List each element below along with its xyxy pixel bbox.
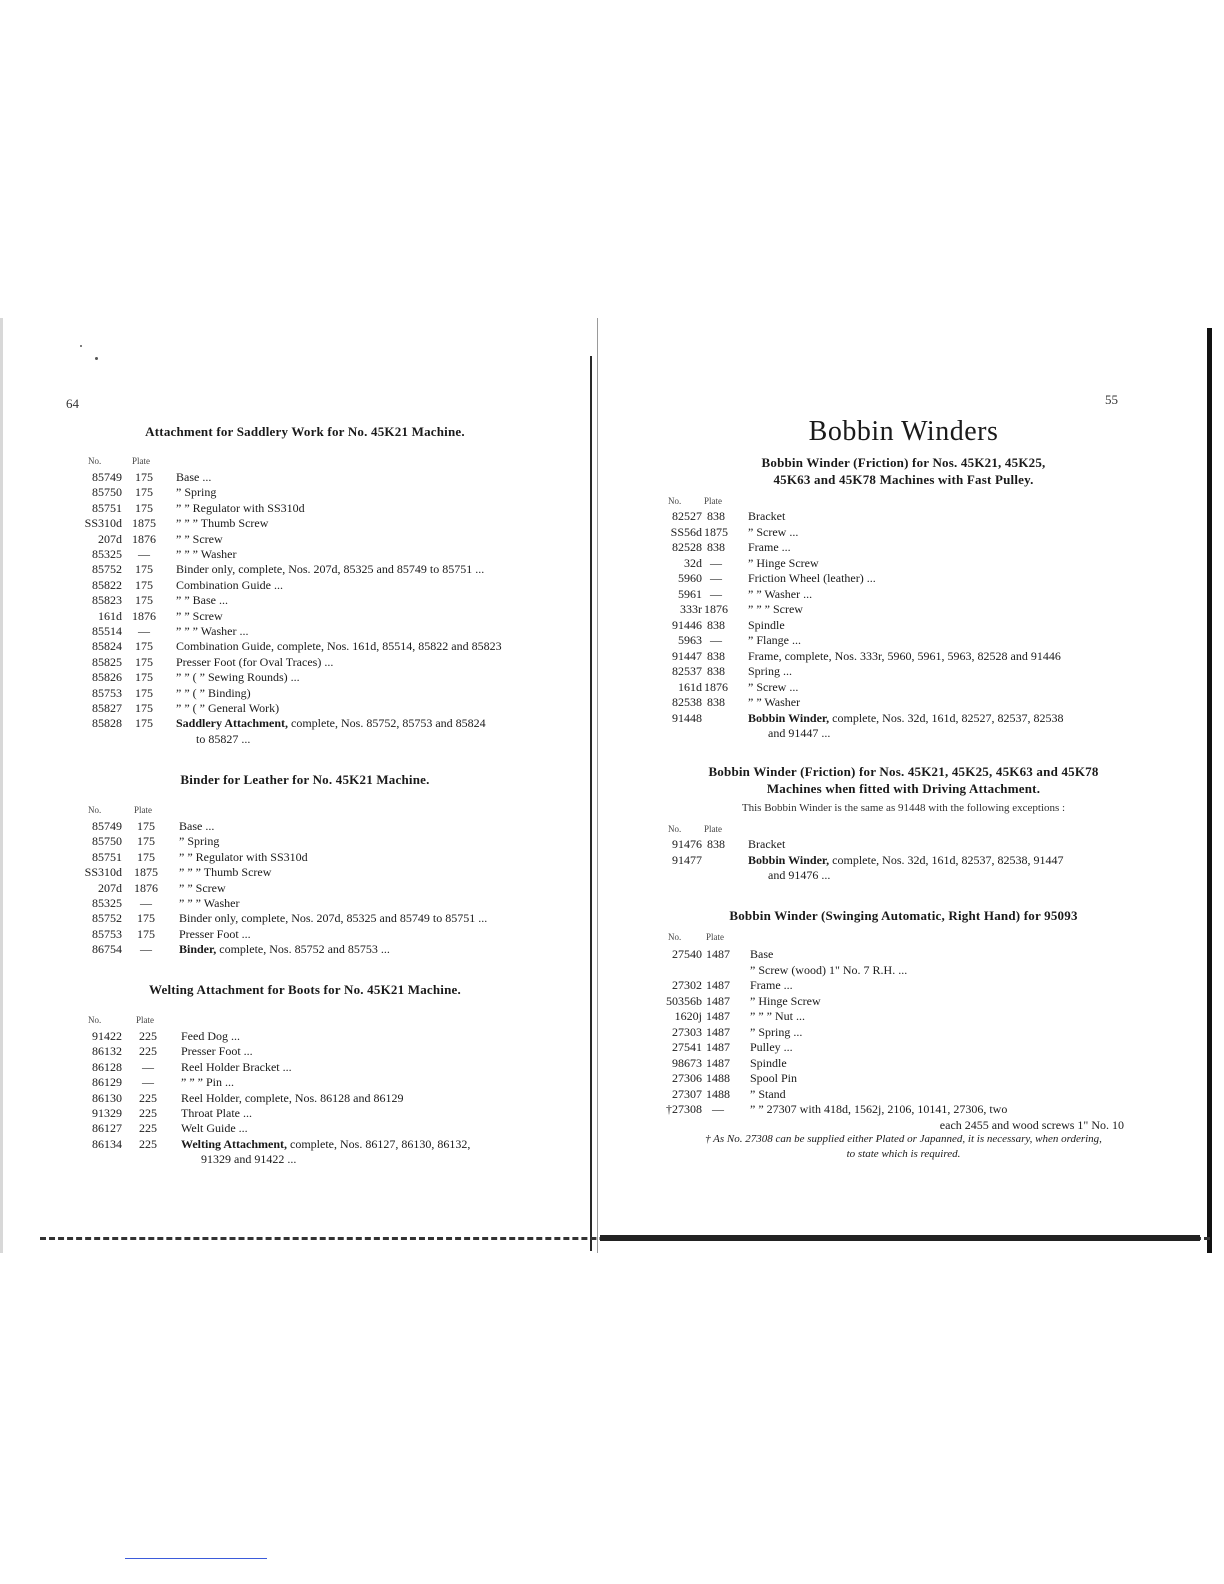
part-number: 86754: [92, 942, 122, 957]
parts-row: [70, 881, 550, 896]
plate-number: 838: [707, 837, 725, 851]
parts-row: [70, 896, 550, 911]
plate-number: 1488: [706, 1086, 730, 1101]
part-description: Spindle: [750, 1055, 787, 1070]
page-number-left: 64: [66, 396, 79, 411]
part-number: 207d: [98, 880, 122, 895]
right-page-edge: [1207, 328, 1212, 1253]
parts-row: [650, 618, 1122, 633]
parts-row: [650, 853, 1122, 868]
parts-row: [70, 532, 550, 547]
parts-row: [650, 947, 1124, 962]
part-number: 32d: [684, 555, 702, 570]
part-description-continued: and 91447 ...: [768, 726, 831, 740]
part-number: 82537: [672, 664, 702, 678]
part-number: 86128: [92, 1059, 122, 1074]
parts-row: [650, 540, 1122, 555]
column-header-no: No.: [668, 932, 682, 942]
right-page: [600, 318, 1207, 1253]
part-number: 85753: [92, 926, 122, 941]
section-intro: This Bobbin Winder is the same as 91448 with the following exceptions :: [741, 802, 1066, 814]
part-number: 85514: [92, 624, 122, 638]
column-header-no: No.: [668, 824, 682, 834]
plate-number: —: [138, 547, 150, 561]
part-description: ” ” ” Thumb Screw: [176, 516, 269, 531]
part-description: ” ” ( ” Sewing Rounds) ...: [176, 670, 300, 685]
plate-number: 1487: [706, 978, 730, 992]
part-number: 161d: [98, 608, 122, 623]
part-description: Binder only, complete, Nos. 207d, 85325 and 85749 to 85751 ...: [179, 911, 488, 926]
part-description: ” ” Screw: [179, 880, 226, 895]
parts-row: [650, 837, 1122, 852]
part-description: ” ” ” Nut ...: [750, 1009, 805, 1023]
section-title: Attachment for Saddlery Work for No. 45K21 Machine.: [145, 424, 465, 439]
part-description: Presser Foot ...: [179, 926, 251, 941]
part-number: 85825: [92, 654, 122, 669]
part-number: 91446: [672, 617, 702, 632]
plate-number: 175: [135, 654, 153, 669]
part-number: 27302: [672, 978, 702, 992]
part-number: 91329: [92, 1106, 122, 1120]
plate-number: 838: [707, 648, 725, 663]
section-title: 45K63 and 45K78 Machines with Fast Pulley.: [773, 472, 1034, 487]
part-number: 85749: [92, 470, 122, 484]
column-header-plate: Plate: [134, 805, 152, 815]
parts-row: [70, 911, 550, 926]
part-number: 86130: [92, 1090, 122, 1105]
part-description: Binder, complete, Nos. 85752 and 85753 ...: [179, 942, 390, 957]
part-description: ” Spring: [179, 834, 220, 849]
parts-row: [650, 1102, 1124, 1117]
book-gutter: [590, 356, 592, 1251]
parts-row: [70, 670, 550, 685]
part-number: 91476: [672, 837, 702, 851]
parts-row: [650, 994, 1124, 1009]
part-number: 86129: [92, 1075, 122, 1090]
part-description-continued: each 2455 and wood screws 1" No. 10: [939, 1117, 1124, 1132]
part-number: 85828: [92, 716, 122, 731]
part-number: 5961: [678, 586, 702, 601]
part-description: ” Screw ...: [748, 524, 799, 539]
part-number: 85827: [92, 701, 122, 715]
parts-row: [70, 562, 550, 577]
parts-row: [70, 593, 550, 608]
parts-row: [650, 587, 1122, 602]
plate-number: 225: [139, 1044, 157, 1059]
section-title: Bobbin Winder (Friction) for Nos. 45K21, 45K25,: [761, 455, 1046, 470]
part-description: ” Stand: [750, 1086, 786, 1101]
column-header-no: No.: [88, 805, 102, 815]
part-description: Bracket: [748, 509, 786, 523]
page-number-right: 55: [1105, 392, 1118, 407]
parts-row: [70, 1044, 550, 1059]
part-number: 5960: [678, 571, 702, 585]
part-description-bold: Bobbin Winder,: [748, 852, 830, 867]
part-description: Welting Attachment, complete, Nos. 86127, 86130, 86132,: [181, 1136, 471, 1151]
part-number: †27308: [666, 1102, 702, 1116]
plate-number: —: [142, 1059, 154, 1074]
part-number: 85751: [92, 849, 122, 864]
part-number: 85826: [92, 670, 122, 685]
plate-number: 1876: [704, 602, 728, 616]
part-number: 85751: [92, 500, 122, 515]
parts-row: [70, 686, 550, 701]
parts-row: [70, 1029, 550, 1044]
part-description: ” ” Screw: [176, 531, 223, 546]
section-title: Binder for Leather for No. 45K21 Machine.: [180, 772, 430, 787]
parts-row: [650, 556, 1122, 571]
part-description: ” Screw (wood) 1" No. 7 R.H. ...: [750, 962, 908, 977]
plate-number: 1487: [706, 993, 730, 1008]
part-number: 82527: [672, 509, 702, 523]
part-number: 86127: [92, 1121, 122, 1136]
parts-row: [70, 716, 550, 731]
plate-number: 175: [137, 849, 155, 864]
part-description: ” Hinge Screw: [750, 993, 821, 1008]
parts-row: [70, 609, 550, 624]
parts-row: [650, 664, 1122, 679]
part-number: SS310d: [84, 865, 122, 880]
part-description: Throat Plate ...: [181, 1106, 252, 1120]
part-number: 5963: [678, 633, 702, 647]
part-number: 85749: [92, 819, 122, 833]
book-gutter-shadow: [597, 318, 598, 1253]
book-spread: [0, 318, 1224, 1253]
part-number: 161d: [678, 679, 702, 694]
part-number: 85753: [92, 685, 122, 700]
part-description: ” ” ” Screw: [748, 602, 803, 616]
plate-number: 225: [139, 1121, 157, 1136]
parts-row: [70, 547, 550, 562]
part-number: 91447: [672, 648, 702, 663]
part-description-continued: and 91476 ...: [768, 868, 831, 882]
parts-row: [650, 509, 1122, 524]
part-number: 85750: [92, 485, 122, 500]
plate-number: —: [140, 942, 152, 957]
plate-number: —: [138, 624, 150, 638]
parts-row: [650, 1071, 1124, 1086]
plate-number: —: [712, 1102, 724, 1116]
part-number: 85823: [92, 593, 122, 608]
part-description: Base ...: [179, 819, 215, 833]
parts-row: [650, 633, 1122, 648]
part-description: ” ” Washer ...: [748, 586, 813, 601]
part-number: 91422: [92, 1029, 122, 1043]
plate-number: 175: [135, 670, 153, 685]
parts-row: [70, 1106, 550, 1121]
part-description: Frame ...: [748, 540, 791, 554]
part-description-bold: Binder,: [179, 942, 217, 957]
plate-number: 225: [139, 1136, 157, 1151]
plate-number: 1875: [704, 524, 728, 539]
part-description: Base ...: [176, 470, 212, 484]
parts-row: [70, 639, 550, 654]
part-description-bold: Saddlery Attachment,: [176, 716, 288, 731]
part-description: Bobbin Winder, complete, Nos. 32d, 161d, 82527, 82537, 82538: [748, 710, 1064, 725]
plate-number: 175: [137, 834, 155, 849]
plate-number: —: [710, 633, 722, 647]
column-header-no: No.: [88, 456, 102, 466]
plate-number: 175: [135, 500, 153, 515]
part-number: 27307: [672, 1086, 702, 1101]
part-description: ” ” ” Washer: [176, 547, 237, 561]
plate-number: 1876: [132, 608, 156, 623]
footnote: to state which is required.: [846, 1148, 961, 1160]
parts-row: [70, 501, 550, 516]
part-description: ” ” 27307 with 418d, 1562j, 2106, 10141, 27306, two: [750, 1102, 1008, 1116]
plate-number: 175: [135, 716, 153, 731]
plate-number: —: [142, 1075, 154, 1090]
plate-number: 1875: [134, 865, 158, 880]
part-description: Binder only, complete, Nos. 207d, 85325 and 85749 to 85751 ...: [176, 562, 485, 577]
part-description: Spool Pin: [750, 1071, 798, 1085]
parts-row: [70, 578, 550, 593]
parts-row: [650, 1087, 1124, 1102]
part-number: 333r: [680, 602, 702, 616]
part-description: ” ” ” Thumb Screw: [179, 865, 272, 880]
plate-number: —: [710, 555, 722, 570]
plate-number: 175: [135, 639, 153, 654]
part-description: ” Flange ...: [748, 633, 801, 647]
plate-number: 175: [135, 593, 153, 608]
footnote: † As No. 27308 can be supplied either Plated or Japanned, it is necessary, when ordering,: [705, 1133, 1102, 1145]
part-description: ” Spring: [176, 485, 217, 500]
part-description: Spring ...: [748, 664, 793, 678]
part-description: ” Hinge Screw: [748, 555, 819, 570]
parts-row: [650, 978, 1124, 993]
plate-number: 838: [707, 695, 725, 709]
part-description: Frame, complete, Nos. 333r, 5960, 5961, 5963, 82528 and 91446: [748, 648, 1061, 663]
part-description: Spindle: [748, 617, 785, 632]
plate-number: 175: [137, 926, 155, 941]
part-description: Feed Dog ...: [181, 1029, 240, 1043]
part-description: Combination Guide ...: [176, 577, 283, 592]
parts-row: [650, 695, 1122, 710]
plate-number: 225: [139, 1106, 157, 1120]
parts-row: [650, 711, 1122, 726]
parts-row: [70, 470, 550, 485]
plate-number: 838: [707, 664, 725, 678]
plate-number: —: [710, 586, 722, 601]
part-number: 85325: [92, 547, 122, 561]
plate-number: 838: [707, 540, 725, 554]
part-number: 85750: [92, 834, 122, 849]
section-title: Bobbin Winder (Swinging Automatic, Right Hand) for 95093: [729, 908, 1078, 923]
column-header-plate: Plate: [132, 456, 150, 466]
parts-row: [650, 1056, 1124, 1071]
scan-speck: [80, 345, 82, 347]
part-number: SS56d: [670, 524, 702, 539]
parts-row: [650, 571, 1122, 586]
column-header-plate: Plate: [136, 1015, 154, 1025]
part-number: 27306: [672, 1071, 702, 1085]
plate-number: 175: [135, 701, 153, 715]
part-description: ” ” Base ...: [176, 593, 228, 608]
part-number: SS310d: [84, 516, 122, 531]
parts-row: [70, 485, 550, 500]
parts-row: [70, 834, 550, 849]
part-number: 86132: [92, 1044, 122, 1059]
plate-number: 175: [135, 562, 153, 577]
part-description: Frame ...: [750, 978, 793, 992]
part-description-bold: Bobbin Winder,: [748, 710, 830, 725]
part-number: 27303: [672, 1024, 702, 1039]
scan-speck: [95, 357, 98, 360]
parts-row: [70, 819, 550, 834]
parts-row: [70, 942, 550, 957]
part-number: 85824: [92, 639, 122, 654]
plate-number: 1487: [706, 1055, 730, 1070]
parts-row: [70, 1137, 550, 1152]
plate-number: 1487: [706, 1009, 730, 1023]
plate-number: 1876: [134, 880, 158, 895]
section-title: Bobbin Winder (Friction) for Nos. 45K21, 45K25, 45K63 and 45K78: [708, 764, 1099, 779]
part-description: Reel Holder Bracket ...: [181, 1059, 292, 1074]
part-description: Combination Guide, complete, Nos. 161d, 85514, 85822 and 85823: [176, 639, 502, 654]
part-number: 91448: [672, 710, 702, 725]
part-number: 85325: [92, 896, 122, 910]
part-description: Pulley ...: [750, 1040, 793, 1054]
parts-row: [650, 649, 1122, 664]
part-number: 82538: [672, 695, 702, 709]
parts-row: [650, 525, 1122, 540]
plate-number: 175: [137, 911, 155, 926]
plate-number: 1876: [704, 679, 728, 694]
part-description-continued: to 85827 ...: [196, 731, 251, 746]
link-underline[interactable]: [125, 1558, 267, 1559]
part-number: 85752: [92, 562, 122, 577]
part-description-continued: 91329 and 91422 ...: [201, 1152, 297, 1167]
parts-row: [70, 1121, 550, 1136]
part-description: ” ” Screw: [176, 608, 223, 623]
parts-row: [70, 655, 550, 670]
part-description: Bracket: [748, 837, 786, 851]
plate-number: 838: [707, 617, 725, 632]
parts-row: [70, 865, 550, 880]
part-number: 86134: [92, 1136, 122, 1151]
page-title-bobbin-winders: Bobbin Winders: [808, 416, 999, 447]
part-number: 85822: [92, 577, 122, 592]
part-number: 82528: [672, 540, 702, 554]
plate-number: 225: [139, 1029, 157, 1043]
plate-number: 175: [135, 685, 153, 700]
section-title: Machines when fitted with Driving Attachment.: [766, 781, 1041, 796]
part-description: ” ” ” Pin ...: [181, 1075, 234, 1090]
plate-number: —: [710, 571, 722, 585]
part-description: ” Spring ...: [750, 1024, 803, 1039]
column-header-no: No.: [668, 496, 682, 506]
parts-row: [70, 516, 550, 531]
column-header-plate: Plate: [704, 824, 722, 834]
plate-number: 1487: [706, 1040, 730, 1054]
parts-row: [650, 602, 1122, 617]
part-description: Presser Foot (for Oval Traces) ...: [176, 654, 334, 669]
part-description: Presser Foot ...: [181, 1044, 253, 1059]
parts-row: [70, 1075, 550, 1090]
part-description: ” ” ” Washer: [179, 896, 240, 910]
part-description: ” ” Washer: [748, 695, 801, 709]
parts-row: [70, 850, 550, 865]
plate-number: 225: [139, 1090, 157, 1105]
part-description: Welt Guide ...: [181, 1121, 248, 1136]
parts-row: [650, 963, 1124, 978]
parts-row: [70, 927, 550, 942]
plate-number: 1488: [706, 1071, 730, 1085]
part-description: Reel Holder, complete, Nos. 86128 and 86129: [181, 1090, 404, 1105]
part-description: ” ” ” Washer ...: [176, 624, 249, 638]
part-number: 85752: [92, 911, 122, 926]
parts-row: [70, 624, 550, 639]
plate-number: 175: [135, 577, 153, 592]
plate-number: —: [140, 896, 152, 910]
part-number: 1620j: [674, 1009, 702, 1023]
parts-row: [70, 1060, 550, 1075]
part-description: ” ” ( ” General Work): [176, 701, 280, 715]
part-number: 27540: [672, 947, 702, 961]
part-number: 27541: [672, 1040, 702, 1054]
parts-row: [650, 680, 1122, 695]
parts-row: [650, 1009, 1124, 1024]
part-number: 50356b: [666, 993, 702, 1008]
plate-number: 1875: [132, 516, 156, 531]
part-description: Base: [750, 947, 774, 961]
part-description: Friction Wheel (leather) ...: [748, 571, 876, 585]
column-header-no: No.: [88, 1015, 102, 1025]
part-number: 98673: [672, 1055, 702, 1070]
plate-number: 175: [135, 470, 153, 484]
part-description: ” Screw ...: [748, 679, 799, 694]
part-description: Saddlery Attachment, complete, Nos. 85752, 85753 and 85824: [176, 716, 486, 731]
plate-number: 175: [135, 485, 153, 500]
plate-number: 1487: [706, 947, 730, 961]
plate-number: 175: [137, 819, 155, 833]
plate-number: 838: [707, 509, 725, 523]
part-description: ” ” Regulator with SS310d: [176, 500, 305, 515]
plate-number: 1876: [132, 531, 156, 546]
column-header-plate: Plate: [706, 932, 724, 942]
part-description: Bobbin Winder, complete, Nos. 32d, 161d, 82537, 82538, 91447: [748, 852, 1064, 867]
plate-number: 1487: [706, 1024, 730, 1039]
part-description: ” ” ( ” Binding): [176, 685, 251, 700]
parts-row: [70, 1091, 550, 1106]
left-page: [0, 318, 590, 1253]
column-header-plate: Plate: [704, 496, 722, 506]
section-title: Welting Attachment for Boots for No. 45K21 Machine.: [149, 982, 461, 997]
part-number: 91477: [672, 852, 702, 867]
part-description-bold: Welting Attachment,: [181, 1136, 287, 1151]
parts-row: [650, 1025, 1124, 1040]
part-description: ” ” Regulator with SS310d: [179, 849, 308, 864]
parts-row: [650, 1040, 1124, 1055]
parts-row: [70, 701, 550, 716]
part-number: 207d: [98, 531, 122, 546]
